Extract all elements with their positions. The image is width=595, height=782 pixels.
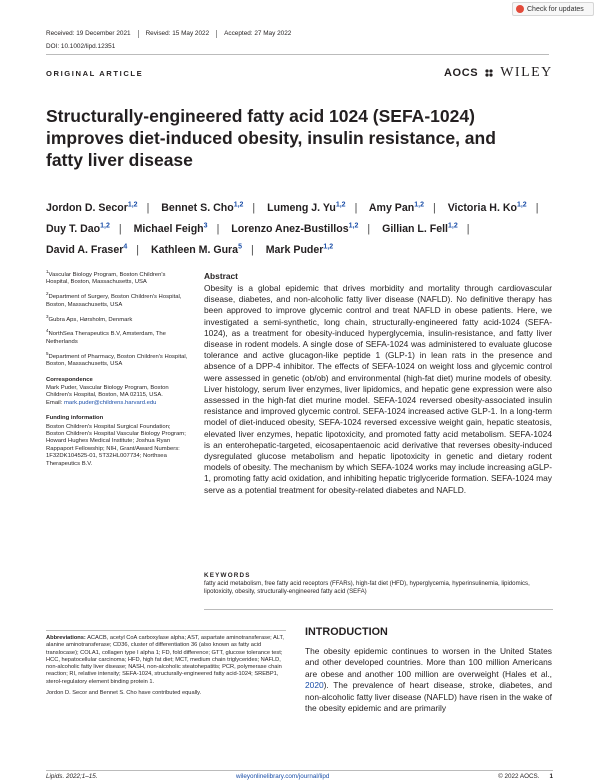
check-updates-label: Check for updates <box>527 5 584 13</box>
author-separator: | <box>535 201 539 214</box>
email-label: Email: <box>46 399 65 406</box>
keywords-divider <box>204 609 553 610</box>
sidebar <box>46 268 188 468</box>
keywords-heading: KEYWORDS <box>204 572 251 579</box>
author[interactable] <box>161 202 243 214</box>
author-name: Gillian L. Fell <box>382 222 449 235</box>
affiliation <box>46 268 188 287</box>
header-divider <box>46 54 549 55</box>
author[interactable] <box>151 244 242 256</box>
author[interactable] <box>231 223 358 235</box>
author-separator: | <box>250 243 254 256</box>
funding-text: Boston Children's Hospital Surgical Foundation; Boston Children's Hospital Vascular Biology Program; Howard Hughes Medical Institute; Joshua Ryan Rappaport Fellowship; NIH, Grant/Award Numbers: 1F32DK104525-01, 5T32HL007734; Northsea Therapeutics B.V. <box>46 423 186 467</box>
author-separator: | <box>136 243 139 256</box>
affiliation <box>46 313 188 324</box>
intro-text-after: ). The prevalence of heart disease, stroke, diabetes, and non-alcoholic fatty liver disease (NAFLD) have risen in the wake of the obesity epidemic and are primarily <box>305 680 552 714</box>
journal-citation: Lipids. 2022;1–15. <box>46 773 98 780</box>
author-affiliation[interactable]: 1,2 <box>348 222 359 230</box>
wiley-logo: WILEY <box>500 65 553 80</box>
author-separator: | <box>466 222 470 235</box>
author-affiliation[interactable]: 1,2 <box>516 201 527 208</box>
intro-citation-link[interactable]: 2020 <box>305 680 324 691</box>
contribution-note: Jordon D. Secor and Bennet S. Cho have contributed equally. <box>46 690 202 697</box>
author[interactable] <box>382 223 458 235</box>
keywords <box>204 572 552 595</box>
abstract-heading: Abstract <box>204 271 238 281</box>
author-separator: | <box>118 222 122 235</box>
author[interactable] <box>267 202 345 214</box>
author-affiliation[interactable]: 1,2 <box>448 222 458 230</box>
introduction-text <box>305 646 552 714</box>
author[interactable] <box>448 202 527 214</box>
introduction-heading: INTRODUCTION <box>305 626 388 638</box>
footer-divider <box>46 770 553 771</box>
author-affiliation[interactable]: 1,2 <box>335 201 346 208</box>
check-for-updates-button[interactable] <box>512 2 594 16</box>
revised-date: Revised: 15 May 2022 <box>138 30 217 38</box>
correspondence-text: Mark Puder, Vascular Biology Program, Boston Children's Hospital, Boston, MA 02115, USA. <box>46 384 169 399</box>
author-affiliation[interactable]: 1,2 <box>233 201 244 208</box>
affiliation-text: Vascular Biology Program, Boston Children's Hospital, Boston, Massachusetts, USA <box>46 271 166 286</box>
author-name: David A. Fraser <box>46 243 124 256</box>
author-separator: | <box>432 201 436 214</box>
check-updates-icon <box>516 5 524 13</box>
author-separator: | <box>367 222 371 235</box>
author-name: Bennet S. Cho <box>161 201 234 214</box>
abbreviations-text: ACACB, acetyl CoA carboxylase alpha; AST, aspartate aminotransferase; ALT, alanine aminotransferase; CD36, cluster of differentiation 36 (also known as fatty acid translocase); COLA1, collagen type I alpha 1; FD, fold difference; GTT, glucose tolerance test; HCC, hepatocellular carcinoma; HFD, high fat diet; MCT, medium chain triglycerides; NAFLD, non-alcoholic fatty liver disease; NASH, non-alcoholic steatohepatitis; PCR, polymerase chain reaction; RI, relative intensity; SEFA-1024, structurally-engineered fatty acid-1024; SREBP1, sterol-regulatory element binding protein 1. <box>46 635 284 685</box>
accepted-date: Accepted: 27 May 2022 <box>216 30 298 38</box>
footer-right <box>498 773 553 780</box>
affiliation <box>46 327 188 346</box>
author-separator: | <box>146 201 150 214</box>
author-name: Amy Pan <box>368 201 415 214</box>
author-name: Michael Feigh <box>133 222 204 235</box>
abbreviations-label: Abbreviations: <box>46 635 86 641</box>
affiliation <box>46 350 188 369</box>
author[interactable] <box>46 202 138 214</box>
affiliation <box>46 290 188 309</box>
article-type: ORIGINAL ARTICLE <box>46 69 144 78</box>
correspondence-email-line <box>46 400 188 407</box>
author-name: Lumeng J. Yu <box>267 201 336 214</box>
affiliation-number: 1 <box>46 269 49 274</box>
author-affiliation[interactable]: 3 <box>203 222 208 230</box>
abbreviations-text-block <box>46 635 290 686</box>
author-name: Victoria H. Ko <box>447 201 517 214</box>
author-separator: | <box>216 222 220 235</box>
affiliation-number: 2 <box>46 291 49 297</box>
author-name: Duy T. Dao <box>46 222 101 235</box>
funding-heading: Funding information <box>46 415 104 422</box>
author[interactable] <box>369 202 424 214</box>
author-affiliation[interactable]: 4 <box>123 243 128 251</box>
abstract <box>204 271 552 496</box>
author[interactable] <box>46 244 127 256</box>
abstract-text: Obesity is a global epidemic that drives morbidity and mortality through cardiovascular disease, diabetes, and non-alcoholic fatty liver disease (NAFLD). No definitive therapy has been approved to improve glycemic control and treat NAFLD in obese patients. Here, we investigated a semi-synthetic, long chain, structurally-engineered fatty acid-1024 (SEFA-1024), as a treatment for obesity-induced hyperglycemia, insulin-resistance, and fatty liver disease in rodent models. A single dose of SEFA-1024 was administered to evaluate glucose tolerance and active glucagon-like peptide 1 (GLP-1) in lean rats in the presence and absence of a DPP-4 inhibitor. The effects of SEFA-1024 on weight loss and glycemic control were assessed in genetic (ob/ob) and environmental (high-fat diet) murine models of obesity. Liver histology, serum liver enzymes, liver lipidomics, and hepatic gene expression were also assessed in the high-fat diet murine model. SEFA-1024 reversed obesity-associated insulin resistance and improved glycemic control. SEFA-1024 increased active GLP-1. In a long-term model of diet-induced obesity, SEFA-1024 reversed excessive weight gain, hepatic steatosis, elevated liver enzymes, hepatic lipotoxicity, and promoted fatty acid metabolism. SEFA-1024 is an enterohepatic-targeted, eicosapentaenoic acid derivative that reverses obesity-induced dysregulated glucose metabolism and hepatic lipotoxicity in genetic and dietary rodent models of obesity. The mechanism by which SEFA-1024 works may include increasing aGLP-1, promoting fatty acid oxidation, and inhibiting hepatic triglyceride formation. SEFA-1024 may serve as a potential treatment for obesity-related diabetes and NAFLD. <box>204 283 552 495</box>
author-name: Kathleen M. Gura <box>150 243 239 256</box>
author-list <box>46 196 566 259</box>
journal-url-link[interactable]: wileyonlinelibrary.com/journal/lipd <box>236 773 330 780</box>
affiliation-text: Department of Surgery, Boston Children's Hospital, Boston, Massachusetts, USA <box>46 294 182 308</box>
publisher-logo <box>444 65 553 81</box>
author-name: Mark Puder <box>265 243 324 256</box>
author-affiliation[interactable]: 5 <box>238 243 242 251</box>
author-name: Jordon D. Secor <box>46 201 128 214</box>
affiliation-number: 5 <box>46 350 49 356</box>
correspondence-heading: Correspondence <box>46 376 93 383</box>
article-dates <box>46 30 298 38</box>
article-title: Structurally-engineered fatty acid 1024 (SEFA-1024) improves diet-induced obesity, insulin resistance, and fatty liver disease <box>46 106 496 170</box>
author-separator: | <box>252 201 256 214</box>
page-number: 1 <box>549 773 553 780</box>
wiley-mark-icon <box>484 68 494 78</box>
author-affiliation[interactable]: 1,2 <box>100 222 110 230</box>
author[interactable] <box>134 223 208 235</box>
author[interactable] <box>46 223 110 235</box>
affiliation-text: Gubra Aps, Hørsholm, Denmark <box>48 316 133 323</box>
received-date: Received: 19 December 2021 <box>46 30 131 37</box>
author-name: Lorenzo Anez-Bustillos <box>231 222 349 235</box>
abbreviations <box>46 635 290 697</box>
affiliation-number: 3 <box>46 313 49 319</box>
affiliation-text: NorthSea Therapeutics B.V, Amsterdam, The Netherlands <box>46 331 166 345</box>
author-separator: | <box>354 201 358 214</box>
footer <box>46 773 553 780</box>
intro-text-before: The obesity epidemic continues to worsen in the United States and other developed countries. More than 100 million Americans are obese and another 100 million are overweight (Hales et al., <box>305 646 552 679</box>
author-affiliation[interactable]: 1,2 <box>414 201 424 208</box>
email-link[interactable]: mark.puder@childrens.harvard.edu <box>64 399 157 406</box>
affiliations <box>46 268 188 369</box>
author[interactable] <box>266 244 333 256</box>
copyright: © 2022 AOCS. <box>498 773 540 780</box>
author-affiliation[interactable]: 1,2 <box>323 243 334 251</box>
aocs-logo: AOCS <box>444 67 479 79</box>
author-affiliation[interactable]: 1,2 <box>127 201 138 208</box>
affiliation-number: 4 <box>46 328 49 334</box>
keywords-text: fatty acid metabolism, free fatty acid receptors (FFARs), high-fat diet (HFD), hyperglycemia, hyperinsulinemia, lipidomics, lipotoxicity, obesity, structurally-engineered fatty acid (SEFA) <box>204 580 530 595</box>
doi[interactable]: DOI: 10.1002/lipd.12351 <box>46 43 116 50</box>
abbreviations-divider <box>46 630 286 631</box>
affiliation-text: Department of Pharmacy, Boston Children's Hospital, Boston, Massachusetts, USA <box>46 353 188 368</box>
